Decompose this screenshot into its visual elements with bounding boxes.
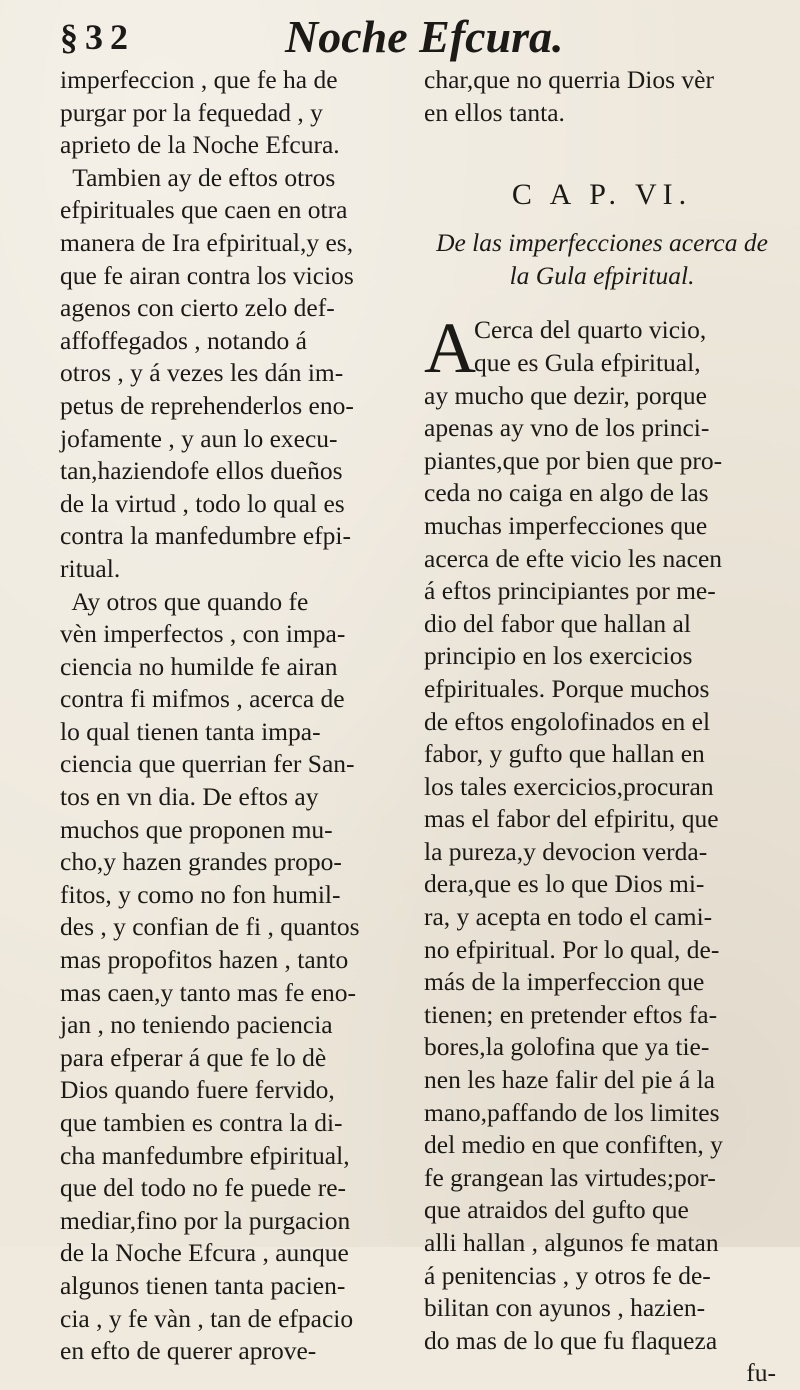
chapter-subtitle: la Gula efpiritual.	[509, 260, 695, 290]
text-line: de la virtud , todo lo qual es	[60, 488, 345, 518]
text-line: ciencia no humilde fe airan	[60, 651, 338, 681]
text-line: mediar,fino por la purgacion	[60, 1205, 351, 1235]
running-title: Noche Efcura.	[285, 11, 564, 62]
chapter-heading: C A P. VI.	[511, 178, 693, 212]
text-line: mas propofitos hazen , tanto	[60, 945, 349, 975]
text-line: en efto de querer aprove-	[60, 1336, 317, 1366]
text-line: dera,que es lo que Dios mi-	[424, 869, 705, 899]
text-line: Ay otros que quando fe	[60, 586, 309, 616]
text-line: que fe airan contra los vicios	[60, 260, 354, 290]
text-line: tienen; en pretender eftos fa-	[424, 999, 718, 1029]
text-line: de la Noche Efcura , aunque	[60, 1238, 349, 1268]
text-line: purgar por la fequedad , y	[60, 97, 323, 127]
text-line: tan,haziendofe ellos dueños	[60, 456, 343, 486]
text-line: de eftos engolofinados en el	[424, 706, 711, 736]
text-line: piantes,que por bien que pro-	[424, 445, 723, 475]
text-line: fitos, y como no fon humil-	[60, 879, 341, 909]
text-line: no efpiritual. Por lo qual, de-	[424, 934, 720, 964]
text-line: bilitan con ayunos , hazien-	[424, 1293, 706, 1323]
text-line: lo qual tienen tanta impa-	[60, 716, 321, 746]
text-line: des , y confian de fi , quantos	[60, 912, 360, 942]
text-line: para efperar á que fe lo dè	[60, 1042, 327, 1072]
text-line: que del todo no fe puede re-	[60, 1173, 347, 1203]
text-line: ciencia que querrian fer San-	[60, 749, 355, 779]
text-line: á penitencias , y otros fe de-	[424, 1260, 711, 1290]
page-number: § 3 2	[60, 17, 127, 57]
catchword: fu-	[746, 1358, 776, 1388]
text-line: cho,y hazen grandes propo-	[60, 847, 342, 877]
text-line: imperfeccion , que fe ha de	[60, 65, 338, 94]
text-line: contra fi mifmos , acerca de	[60, 684, 345, 714]
text-line: más de la imperfeccion que	[424, 967, 705, 997]
chapter-subtitle: De las imperfecciones acerca de	[436, 228, 768, 258]
text-line: mano,paffando de los limites	[424, 1097, 720, 1127]
text-line: contra la manfedumbre efpi-	[60, 521, 351, 551]
chapter-body	[424, 308, 780, 1390]
text-line: affoffegados , notando á	[60, 325, 307, 355]
text-line: ay mucho que dezir, porque	[424, 380, 707, 410]
text-line: efpirituales que caen en otra	[60, 195, 348, 225]
text-line: que tambien es contra la di-	[60, 1108, 343, 1137]
text-line: petus de reprehenderlos eno-	[60, 390, 354, 420]
text-line: cha manfedumbre efpiritual,	[60, 1140, 350, 1170]
text-line: ceda no caiga en algo de las	[424, 478, 709, 508]
text-line: que es Gula efpiritual,	[474, 347, 701, 377]
text-line: muchos que proponen mu-	[60, 814, 333, 844]
text-line: do mas de lo que fu flaqueza	[424, 1325, 718, 1355]
text-line: dio del fabor que hallan al	[424, 608, 691, 638]
right-column	[424, 64, 780, 1390]
text-line: principio en los exercicios	[424, 641, 693, 671]
text-line: los tales exercicios,procuran	[424, 771, 714, 801]
right-body-text	[424, 380, 780, 1358]
text-line: otros , y á vezes les dán im-	[60, 358, 344, 388]
text-line: manera de Ira efpiritual,y es,	[60, 227, 354, 257]
text-line: tos en vn dia. De eftos ay	[60, 782, 319, 812]
text-line: muchas imperfecciones que	[424, 510, 708, 540]
text-line: mas caen,y tanto mas fe eno-	[60, 977, 356, 1007]
text-line: aprieto de la Noche Efcura.	[60, 130, 340, 160]
text-line: bores,la golofina que ya tie-	[424, 1032, 710, 1062]
text-line: apenas ay vno de los princi-	[424, 413, 710, 443]
text-line: Cerca del quarto vicio,	[474, 315, 707, 345]
text-line: alli hallan , algunos fe matan	[424, 1228, 719, 1257]
text-line: char,que no querria Dios vèr	[424, 65, 714, 94]
text-line: Tambien ay de eftos otros	[60, 162, 336, 192]
text-line: la pureza,y devocion verda-	[424, 836, 708, 866]
text-line: del medio en que confiften, y	[424, 1130, 723, 1160]
text-line: mas el fabor del efpiritu, que	[424, 804, 719, 834]
text-line: cia , y fe vàn , tan de efpacio	[60, 1303, 354, 1333]
text-line: jan , no teniendo paciencia	[60, 1010, 333, 1040]
text-line: nen les haze falir del pie á la	[424, 1065, 715, 1095]
text-line: algunos tienen tanta pacien-	[60, 1270, 346, 1300]
page-header	[0, 6, 800, 62]
text-line: efpirituales. Porque muchos	[424, 673, 710, 703]
text-line: ra, y acepta en todo el cami-	[424, 902, 713, 932]
drop-cap: A	[424, 308, 476, 389]
text-line: que atraidos del gufto que	[424, 1195, 689, 1225]
text-line: fabor, y gufto que hallan en	[424, 739, 705, 769]
text-line: jofamente , y aun lo execu-	[60, 423, 338, 453]
text-line: fe grangean las virtudes;por-	[424, 1162, 716, 1192]
text-line: á eftos principiantes por me-	[424, 576, 716, 606]
text-line: ritual.	[60, 553, 121, 583]
text-line: en ellos tanta.	[424, 97, 565, 127]
left-column	[60, 64, 400, 1368]
text-line: vèn imperfectos , con impa-	[60, 619, 346, 649]
text-line: acerca de efte vicio les nacen	[424, 543, 723, 573]
text-line: Dios quando fuere fervido,	[60, 1075, 335, 1105]
text-line: agenos con cierto zelo def-	[60, 293, 335, 323]
